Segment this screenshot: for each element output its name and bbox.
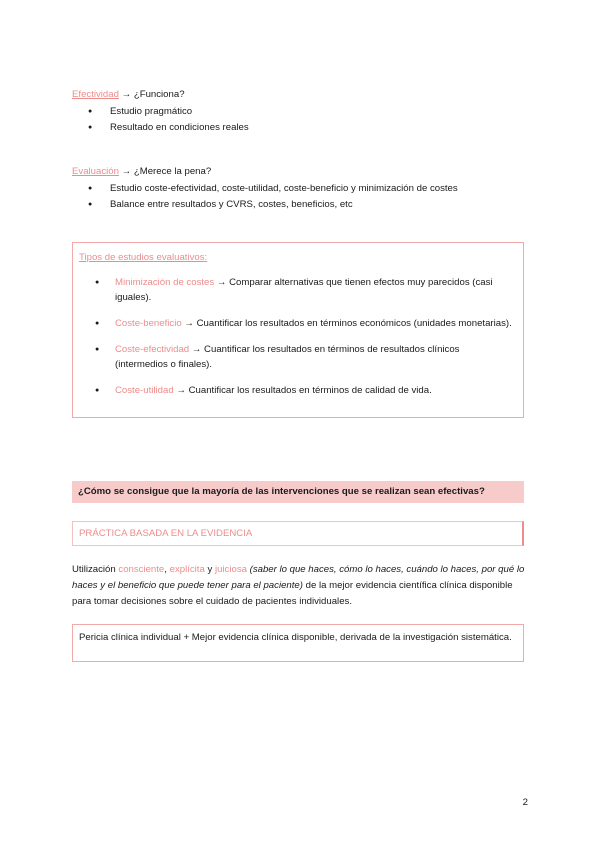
study-type-term: Coste-utilidad [115,385,174,396]
list-item: ● Estudio pragmático [72,104,528,120]
study-type-term: Minimización de costes [115,277,215,288]
evaluacion-heading [72,166,211,177]
paragraph-text: , [164,564,170,575]
study-type-desc: → Cuantificar los resultados en términos económicos (unidades monetarias). [181,318,512,329]
efectividad-term: Efectividad [72,89,119,100]
list-item [73,342,519,372]
list-item: ● Resultado en condiciones reales [72,120,528,136]
study-types-list [73,275,519,409]
efectividad-heading [72,89,185,100]
definition-paragraph [72,562,528,610]
study-type-term: Coste-efectividad [115,344,190,355]
evaluacion-term: Evaluación [72,166,119,177]
list-item [73,275,519,305]
study-types-title: Tipos de estudios evaluativos: [79,252,208,263]
evaluacion-list [72,181,528,213]
list-item [73,316,519,331]
paragraph-italic-note: (saber lo que haces, cómo lo haces, cuándo lo haces, por qué lo haces y el beneficio que puede tener para el paciente) [72,564,525,591]
paragraph-text: y [204,564,215,575]
list-item [73,383,519,398]
section-heading-pbe: PRÁCTICA BASADA EN LA EVIDENCIA [72,521,524,546]
question-banner: ¿Cómo se consigue que la mayoría de las intervenciones que se realizan sean efectivas? [72,481,524,503]
study-type-desc: → Comparar alternativas que tienen efectos muy parecidos (casi iguales). [115,277,493,303]
keyword-juiciosa: juiciosa [214,564,247,575]
page-number: 2 [522,797,528,808]
list-item: ● Estudio coste-efectividad, coste-utilidad, coste-beneficio y minimización de costes [72,181,528,197]
paragraph-text: de la mejor evidencia científica clínica disponible para tomar decisiones sobre el cuidado de pacientes individuales. [72,580,513,607]
list-item: ● Balance entre resultados y CVRS, costes, beneficios, etc [72,197,528,213]
evaluacion-question: → ¿Merece la pena? [118,166,212,177]
efectividad-list [72,104,528,136]
formula-box: Pericia clínica individual + Mejor evidencia clínica disponible, derivada de la investigación sistemática. [72,624,524,662]
keyword-consciente: consciente [118,564,165,575]
study-type-term: Coste-beneficio [115,318,182,329]
paragraph-text: Utilización [72,564,119,575]
study-types-box [72,242,524,418]
keyword-explicita: explícita [169,564,205,575]
efectividad-question: → ¿Funciona? [118,89,185,100]
study-type-desc: → Cuantificar los resultados en términos de resultados clínicos (intermedios o finales). [115,344,460,370]
study-type-desc: → Cuantificar los resultados en términos de calidad de vida. [173,385,432,396]
